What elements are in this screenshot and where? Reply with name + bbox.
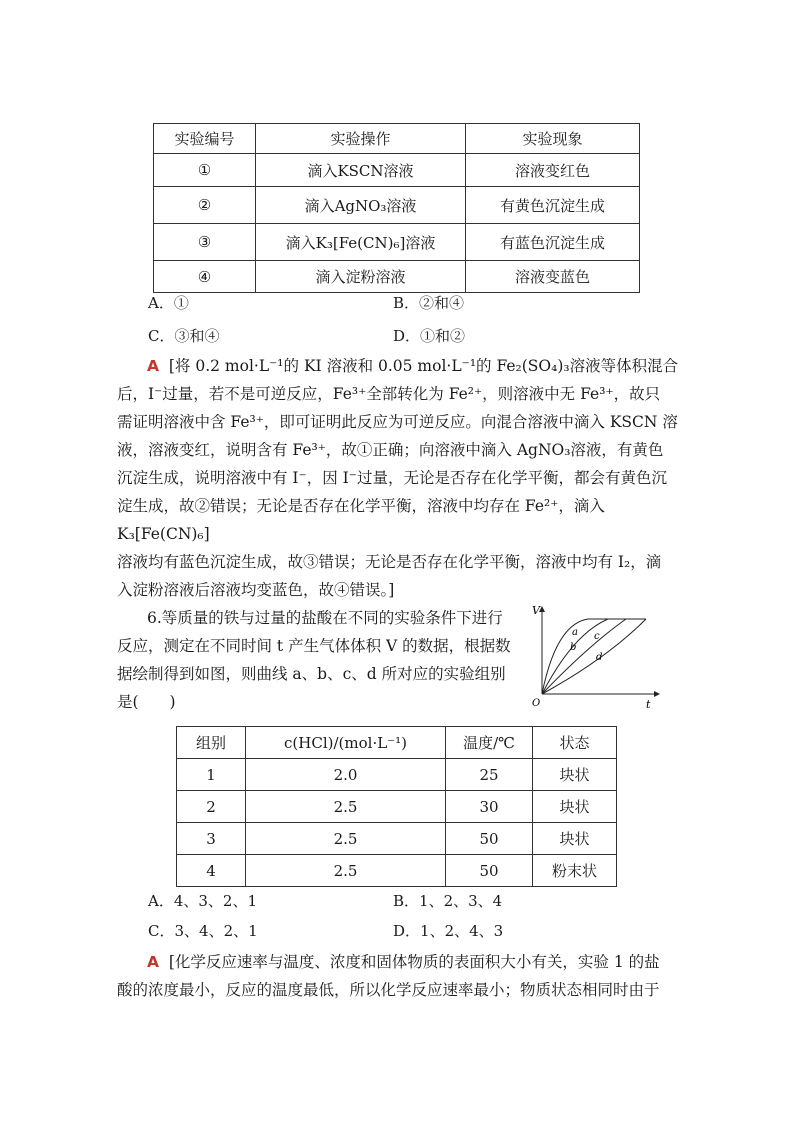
- x-axis-label: t: [646, 698, 651, 711]
- answer-letter: A: [147, 357, 159, 375]
- table-cell: 块状: [533, 791, 617, 823]
- stem-line: 反应，测定在不同时间 t 产生气体体积 V 的数据，根据数: [117, 637, 511, 655]
- x-axis-arrow: [654, 691, 660, 697]
- table-header: 组别: [177, 727, 246, 759]
- explanation-line: 溶液均有蓝色沉淀生成，故③错误；无论是否存在化学平衡，溶液中均有 I₂，滴: [117, 553, 662, 571]
- table-cell: 粉末状: [533, 855, 617, 887]
- stem-line: 据绘制得到如图，则曲线 a、b、c、d 所对应的实验组别: [117, 665, 506, 683]
- table-cell: 1: [177, 759, 246, 791]
- option-d: D．①和②: [393, 327, 466, 345]
- option-a: A．①: [148, 294, 189, 312]
- table-cell: 滴入KSCN溶液: [256, 154, 466, 187]
- answer-letter: A: [147, 953, 159, 971]
- table-header: 实验现象: [466, 124, 640, 154]
- explanation-line: [将 0.2 mol·L⁻¹的 KI 溶液和 0.05 mol·L⁻¹的 Fe₂(SO₄)₃溶液等体积混合: [168, 357, 679, 375]
- table-cell: 3: [177, 823, 246, 855]
- q6-stem: [117, 604, 517, 716]
- table-cell: 块状: [533, 759, 617, 791]
- table-header: 实验操作: [256, 124, 466, 154]
- explanation-line: 入淀粉溶液后溶液均变蓝色，故④错误。]: [117, 581, 395, 599]
- option-d: D．1、2、4、3: [393, 922, 504, 940]
- explanation-line: 酸的浓度最小，反应的温度最低，所以化学反应速率最小；物质状态相同时由于: [117, 981, 660, 999]
- table-cell: 有黄色沉淀生成: [466, 187, 640, 224]
- origin-label: O: [532, 698, 541, 709]
- table-cell: 2: [177, 791, 246, 823]
- table-header: 温度/℃: [446, 727, 533, 759]
- table-cell: 30: [446, 791, 533, 823]
- table-cell: 2.5: [246, 823, 446, 855]
- volume-time-graph: [528, 604, 663, 712]
- table-header: 实验编号: [154, 124, 256, 154]
- table-cell: 滴入淀粉溶液: [256, 261, 466, 293]
- y-axis-label: V: [532, 604, 540, 617]
- table-cell: 块状: [533, 823, 617, 855]
- table-cell: 2.5: [246, 855, 446, 887]
- stem-line: 是( ): [117, 693, 176, 711]
- table-cell: ②: [154, 187, 256, 224]
- curve-label-b: b: [570, 642, 577, 653]
- table-cell: 50: [446, 855, 533, 887]
- option-c: C．③和④: [148, 327, 220, 345]
- explanation-line: 需证明溶液中含 Fe³⁺，即可证明此反应为可逆反应。向混合溶液中滴入 KSCN 溶: [117, 413, 678, 431]
- table-cell: ①: [154, 154, 256, 187]
- explanation-line: 液，溶液变红，说明含有 Fe³⁺，故①正确；向溶液中滴入 AgNO₃溶液，有黄色: [117, 441, 664, 459]
- table-cell: 2.0: [246, 759, 446, 791]
- table-cell: 溶液变红色: [466, 154, 640, 187]
- table-cell: 2.5: [246, 791, 446, 823]
- table-cell: 有蓝色沉淀生成: [466, 224, 640, 261]
- explanation-line: 沉淀生成，说明溶液中有 I⁻，因 I⁻过量，无论是否存在化学平衡，都会有黄色沉: [117, 469, 667, 487]
- table-cell: 溶液变蓝色: [466, 261, 640, 293]
- experiment-table: [153, 123, 640, 293]
- table-header: c(HCl)/(mol·L⁻¹): [246, 727, 446, 759]
- q6-explanation: [117, 948, 682, 1004]
- table-cell: 4: [177, 855, 246, 887]
- q5-explanation: [117, 352, 682, 604]
- explanation-line: [化学反应速率与温度、浓度和固体物质的表面积大小有关，实验 1 的盐: [168, 953, 660, 971]
- curve-label-c: c: [594, 631, 600, 642]
- group-table: [176, 726, 617, 887]
- table-cell: 滴入AgNO₃溶液: [256, 187, 466, 224]
- option-b: B．②和④: [393, 294, 465, 312]
- explanation-line: 淀生成，故②错误；无论是否存在化学平衡，溶液中均存在 Fe²⁺，滴入 K₃[Fe(CN)₆]: [117, 497, 605, 543]
- curve-label-a: a: [572, 627, 578, 638]
- table-cell: 50: [446, 823, 533, 855]
- table-header: 状态: [533, 727, 617, 759]
- table-cell: ③: [154, 224, 256, 261]
- explanation-line: 后，I⁻过量，若不是可逆反应，Fe³⁺全部转化为 Fe²⁺，则溶液中无 Fe³⁺，故只: [117, 385, 661, 403]
- option-c: C．3、4、2、1: [148, 922, 258, 940]
- table-cell: ④: [154, 261, 256, 293]
- stem-line: 6.等质量的铁与过量的盐酸在不同的实验条件下进行: [147, 609, 503, 627]
- table-cell: 25: [446, 759, 533, 791]
- table-cell: 滴入K₃[Fe(CN)₆]溶液: [256, 224, 466, 261]
- option-a: A．4、3、2、1: [148, 892, 258, 910]
- option-b: B．1、2、3、4: [393, 892, 503, 910]
- curve-label-d: d: [596, 652, 603, 663]
